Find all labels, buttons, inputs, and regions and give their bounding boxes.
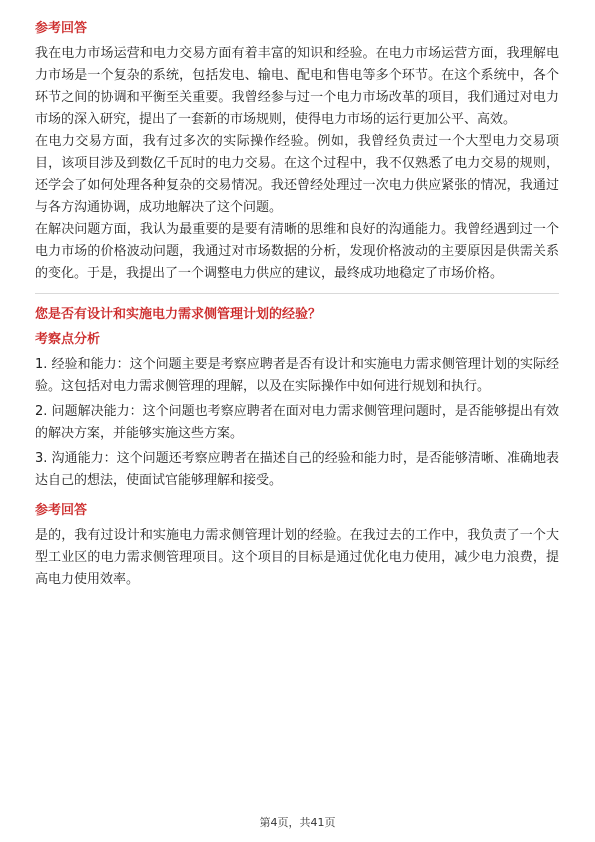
analysis-point: 3. 沟通能力：这个问题还考察应聘者在描述自己的经验和能力时，是否能够清晰、准确地表达自己的想法，使面试官能够理解和接受。 xyxy=(35,451,559,488)
analysis-point: 2. 问题解决能力：这个问题也考察应聘者在面对电力需求侧管理问题时，是否能够提出有效的解决方案，并能够实施这些方案。 xyxy=(35,404,559,441)
answer-paragraph: 我在电力市场运营和电力交易方面有着丰富的知识和经验。在电力市场运营方面，我理解电力市场是一个复杂的系统，包括发电、输电、配电和售电等多个环节。在这个系统中，各个环节之间的协调和平衡至关重要。我曾经参与过一个电力市场改革的项目，我们通过对电力市场的深入研究，提出了一套新的市场规则，使得电力市场的运行更加公平、高效。 xyxy=(35,46,559,127)
section-divider xyxy=(35,293,559,294)
analysis-point: 1. 经验和能力：这个问题主要是考察应聘者是否有设计和实施电力需求侧管理计划的实际经验。这包括对电力需求侧管理的理解，以及在实际操作中如何进行规划和执行。 xyxy=(35,357,559,394)
answer-heading: 参考回答 xyxy=(35,21,88,36)
answer-paragraph: 在解决问题方面，我认为最重要的是要有清晰的思维和良好的沟通能力。我曾经遇到过一个电力市场的价格波动问题，我通过对市场数据的分析，发现价格波动的主要原因是供需关系的变化。于是，我提出了一个调整电力供应的建议，最终成功地稳定了市场价格。 xyxy=(35,222,559,281)
question-title: 您是否有设计和实施电力需求侧管理计划的经验？ xyxy=(35,307,322,322)
analysis-heading: 考察点分析 xyxy=(35,332,101,347)
answer-paragraph: 在电力交易方面，我有过多次的实际操作经验。例如，我曾经负责过一个大型电力交易项目，该项目涉及到数亿千瓦时的电力交易。在这个过程中，我不仅熟悉了电力交易的规则，还学会了如何处理各种复杂的交易情况。我还曾经处理过一次电力供应紧张的情况，我通过与各方沟通协调，成功地解决了这个问题。 xyxy=(35,134,559,215)
answer-heading: 参考回答 xyxy=(35,503,88,518)
document-page xyxy=(35,18,559,591)
answer-paragraph: 是的，我有过设计和实施电力需求侧管理计划的经验。在我过去的工作中，我负责了一个大型工业区的电力需求侧管理项目。这个项目的目标是通过优化电力使用，减少电力浪费，提高电力使用效率。 xyxy=(35,528,559,587)
page-footer: 第4页，共41页 xyxy=(259,816,336,829)
